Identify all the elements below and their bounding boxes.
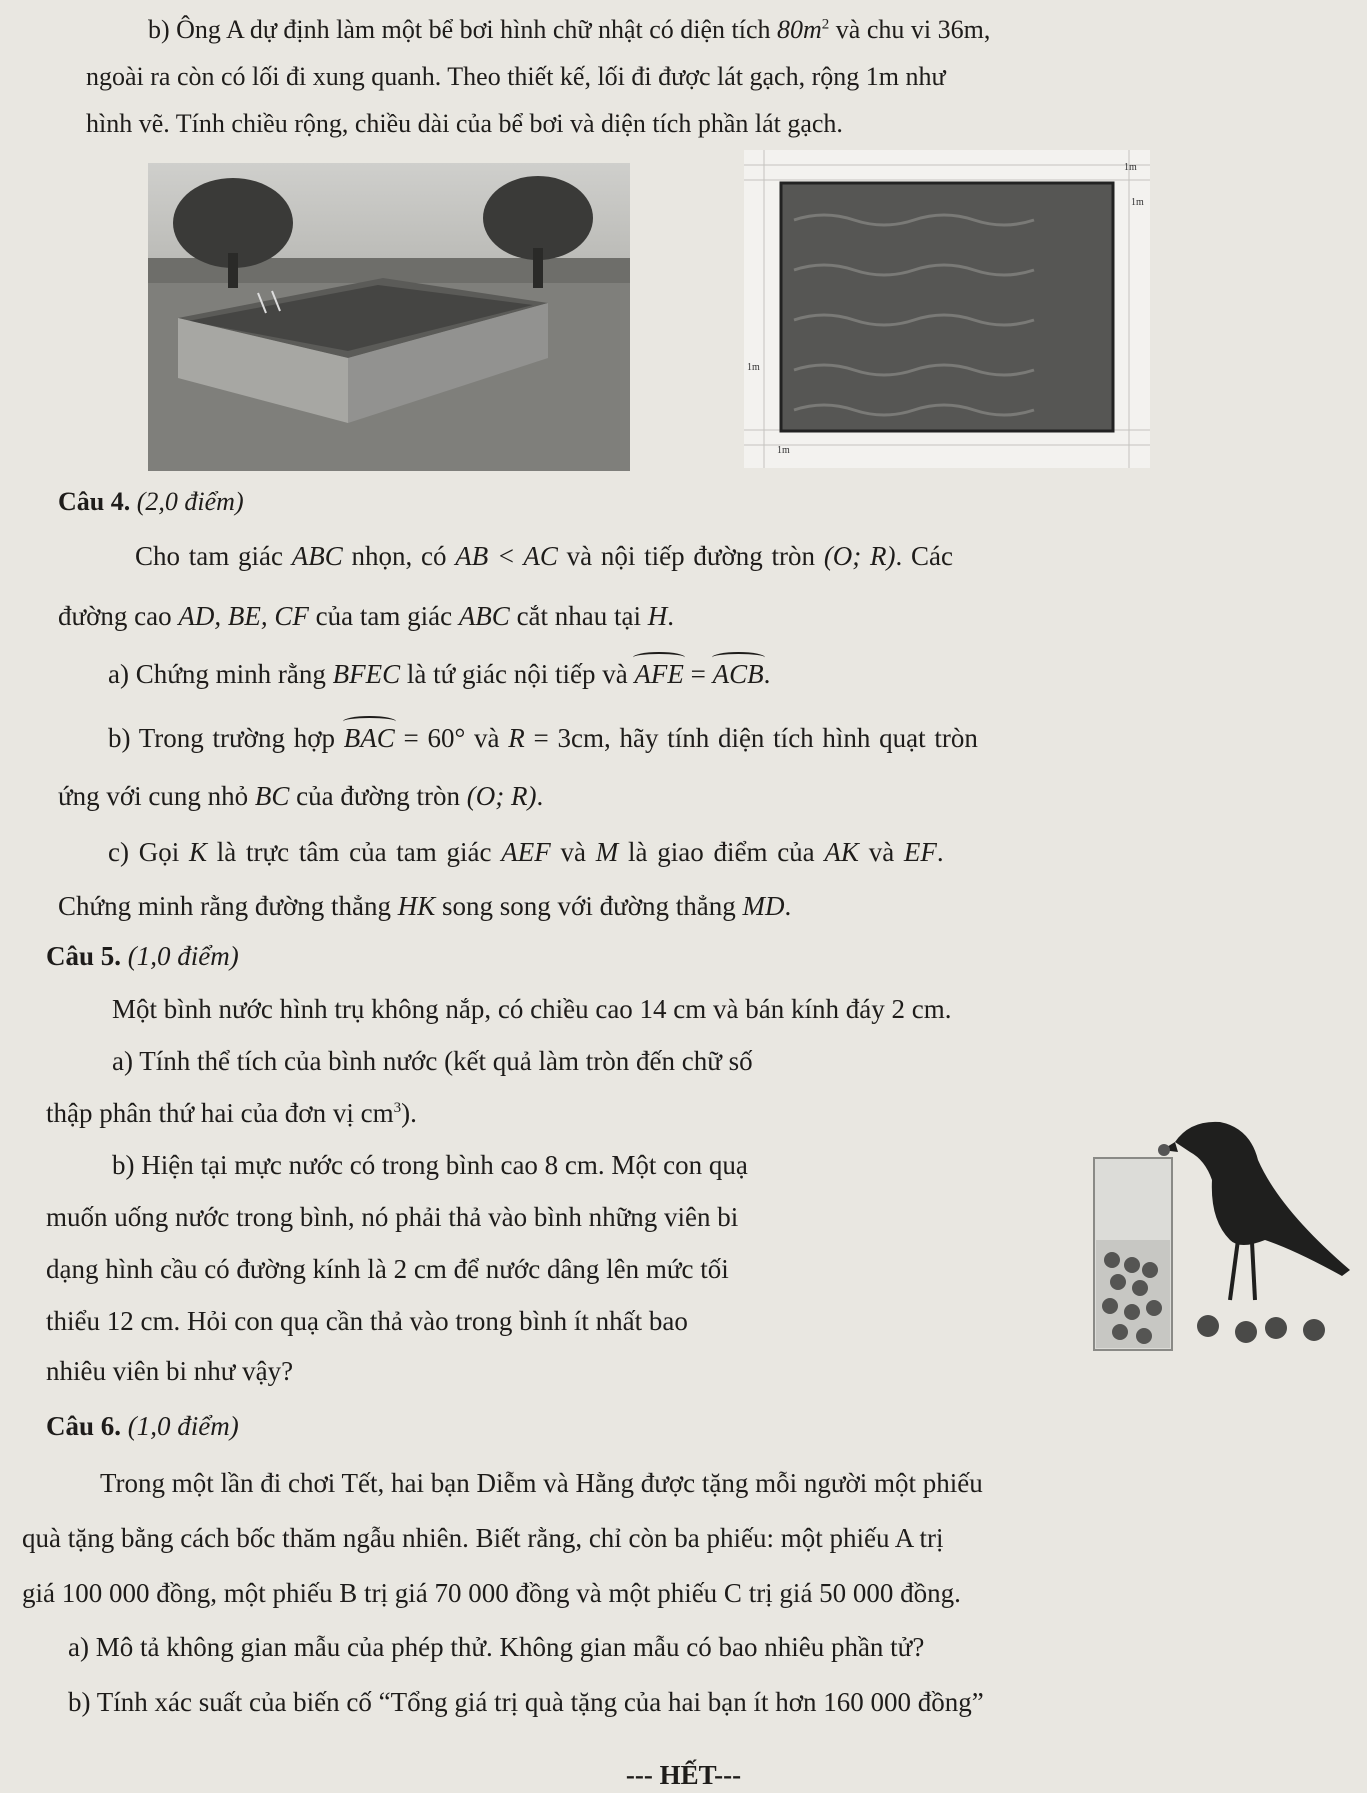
- math: H: [647, 601, 668, 631]
- math: HK: [397, 891, 436, 921]
- math: ABC: [291, 541, 343, 571]
- angle-acb: ACB: [712, 659, 764, 689]
- text: cắt nhau tại: [509, 601, 648, 631]
- q4-title: Câu 4.: [58, 487, 131, 516]
- math: BFEC: [332, 659, 401, 689]
- intro-line-3: hình vẽ. Tính chiều rộng, chiều dài của bể bơi và diện tích phần lát gạch.: [86, 109, 843, 138]
- math: (O; R): [823, 541, 896, 571]
- math: AB < AC: [455, 541, 558, 571]
- text: a) Chứng minh rằng: [108, 659, 333, 689]
- crow-illustration: [1080, 1100, 1360, 1362]
- q6-title: Câu 6.: [46, 1411, 122, 1441]
- q5-part-a-line-2: [46, 1097, 417, 1129]
- pool-plan-figure: [744, 150, 1150, 468]
- math: MD: [742, 891, 785, 921]
- q5-part-b-line-5: nhiêu viên bi như vậy?: [46, 1356, 294, 1386]
- q6-line-2: quà tặng bằng cách bốc thăm ngẫu nhiên. Biết rằng, chỉ còn ba phiếu: một phiếu A trị: [22, 1523, 944, 1553]
- text: của tam giác: [308, 601, 459, 631]
- q4-part-b: [108, 722, 978, 754]
- q5-part-a: a) Tính thể tích của bình nước (kết quả làm tròn đến chữ số: [112, 1046, 753, 1076]
- angle-bac: BAC: [343, 723, 395, 753]
- text: và chu vi 36m,: [829, 15, 991, 44]
- text: ).: [401, 1098, 417, 1128]
- q6-part-b: b) Tính xác suất của biến cố “Tổng giá trị quà tặng của hai bạn ít hơn 160 000 đồng”: [68, 1687, 984, 1717]
- superscript: 3: [393, 1100, 402, 1116]
- q5-line-1: Một bình nước hình trụ không nắp, có chiều cao 14 cm và bán kính đáy 2 cm.: [112, 994, 952, 1024]
- math: M: [595, 837, 619, 867]
- text: Cho tam giác: [135, 541, 292, 571]
- q5-part-b-line-3: dạng hình cầu có đường kính là 2 cm để nước dâng lên mức tối: [46, 1254, 729, 1284]
- text: .: [536, 781, 544, 811]
- plan-label-top: 1m: [1124, 162, 1137, 173]
- end-marker: --- HẾT---: [625, 1760, 742, 1790]
- text: thập phân thứ hai của đơn vị: [46, 1098, 361, 1128]
- text: nhọn, có: [342, 541, 456, 571]
- q5-title: Câu 5.: [46, 941, 122, 971]
- math: (O; R): [466, 781, 537, 811]
- text: và: [858, 837, 904, 867]
- q4-part-b-line-2: [58, 780, 543, 812]
- text: b) Trong trường hợp: [108, 723, 344, 753]
- text: .: [936, 837, 944, 867]
- text: ứng với cung nhỏ: [58, 781, 255, 811]
- math: BC: [254, 781, 290, 811]
- q4-line-2: [58, 600, 674, 632]
- intro-line-1: [148, 14, 990, 45]
- q6-heading: [46, 1410, 239, 1442]
- q4-part-a: [108, 658, 770, 690]
- text: .: [763, 659, 771, 689]
- q5-part-b-line-2: muốn uống nước trong bình, nó phải thả vào bình những viên bi: [46, 1202, 739, 1232]
- superscript: 2: [821, 16, 830, 33]
- q6-points: (1,0 điểm): [127, 1411, 239, 1441]
- q5-points: (1,0 điểm): [127, 941, 239, 971]
- q6-line-3: giá 100 000 đồng, một phiếu B trị giá 70 000 đồng và một phiếu C trị giá 50 000 đồng.: [22, 1578, 961, 1608]
- math: EF: [903, 837, 937, 867]
- q4-line-1: [135, 540, 953, 572]
- q5-part-b-line-1: b) Hiện tại mực nước có trong bình cao 8 cm. Một con quạ: [112, 1150, 748, 1180]
- angle-afe: AFE: [634, 659, 684, 689]
- text: .: [784, 891, 792, 921]
- text: song song với đường thẳng: [435, 891, 743, 921]
- math: AEF: [501, 837, 551, 867]
- q4-part-c-line-2: [58, 890, 791, 922]
- plan-label-bottom: 1m: [777, 445, 790, 456]
- plan-label-right: 1m: [1131, 197, 1144, 208]
- text: của đường tròn: [289, 781, 467, 811]
- q5-heading: [46, 940, 239, 972]
- text: là giao điểm của: [618, 837, 825, 867]
- text: Chứng minh rằng đường thẳng: [58, 891, 398, 921]
- text: = 3cm, hãy tính diện tích hình quạt tròn: [524, 723, 978, 753]
- plan-label-left: 1m: [747, 362, 760, 373]
- text: c) Gọi: [108, 837, 189, 867]
- q4-part-c: [108, 836, 944, 868]
- math: AK: [824, 837, 859, 867]
- math: ABC: [458, 601, 510, 631]
- text: . Các: [895, 541, 954, 571]
- text: = 60° và: [394, 723, 509, 753]
- text: và nội tiếp đường tròn: [557, 541, 824, 571]
- intro-line-2: ngoài ra còn có lối đi xung quanh. Theo thiết kế, lối đi được lát gạch, rộng 1m như: [86, 62, 946, 91]
- math: K: [188, 837, 207, 867]
- math: AD, BE, CF: [178, 601, 309, 631]
- text: b) Ông A dự định làm một bể bơi hình chữ nhật có diện tích: [148, 15, 778, 44]
- q5-part-b-line-4: thiểu 12 cm. Hỏi con quạ cần thả vào trong bình ít nhất bao: [46, 1306, 688, 1336]
- text: đường cao: [58, 601, 179, 631]
- q4-heading: [58, 486, 244, 517]
- q4-points: (2,0 điểm): [136, 487, 244, 516]
- q6-line-1: Trong một lần đi chơi Tết, hai bạn Diễm và Hằng được tặng mỗi người một phiếu: [100, 1468, 983, 1498]
- area-value: 80m: [777, 15, 822, 44]
- q6-part-a: a) Mô tả không gian mẫu của phép thử. Không gian mẫu có bao nhiêu phần tử?: [68, 1632, 925, 1662]
- text: =: [683, 659, 713, 689]
- math: R: [508, 723, 525, 753]
- text: là trực tâm của tam giác: [207, 837, 502, 867]
- unit: cm: [360, 1098, 394, 1128]
- pool-photo: [148, 163, 630, 471]
- text: và: [550, 837, 596, 867]
- text: là tứ giác nội tiếp và: [400, 659, 635, 689]
- text: .: [667, 601, 675, 631]
